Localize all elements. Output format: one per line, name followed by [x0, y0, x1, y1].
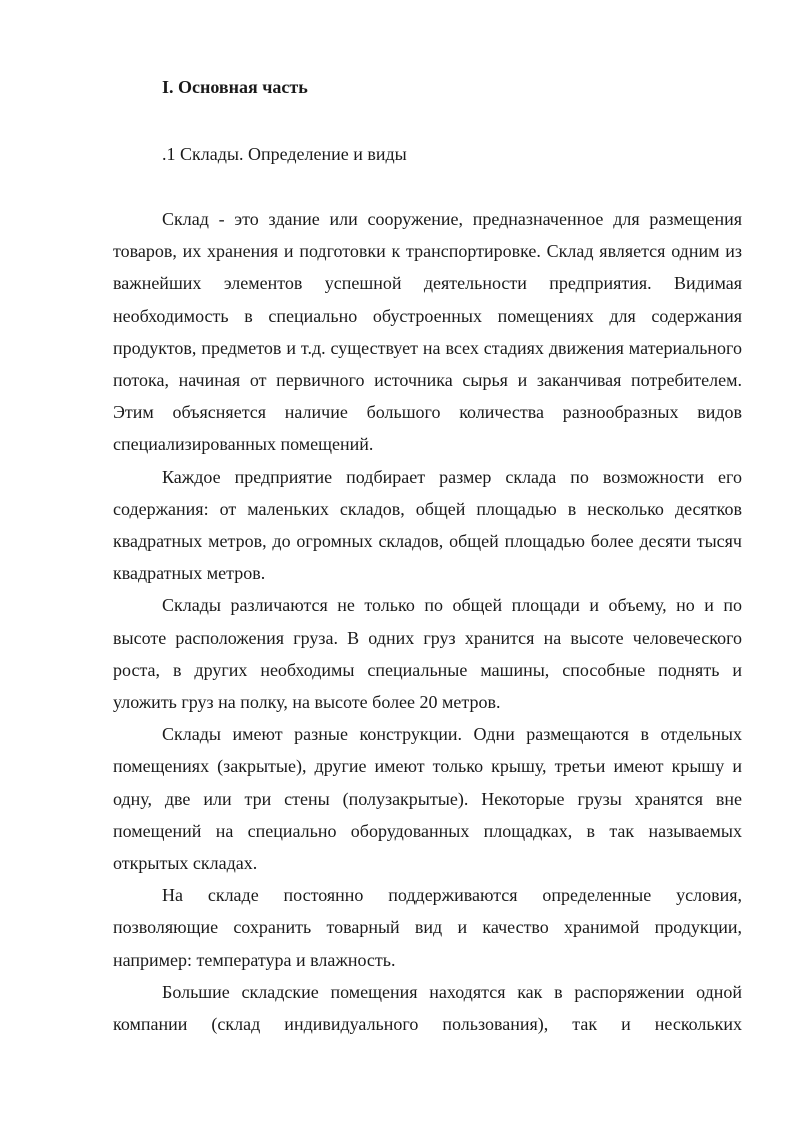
- paragraph: Склад - это здание или сооружение, предназначенное для размещения товаров, их хранения и подготовки к транспортировке. Склад является одним из важнейших элементов успешной деятельности предприятия. Видимая необходимость в специально обустроенных помещениях для содержания продуктов, предметов и т.д. существует на всех стадиях движения материального потока, начиная от первичного источника сырья и заканчивая потребителем. Этим объясняется наличие большого количества разнообразных видов специализированных помещений.: [113, 209, 742, 455]
- subsection-heading: .1 Склады. Определение и виды: [162, 144, 407, 164]
- paragraph: На складе постоянно поддерживаются определенные условия, позволяющие сохранить товарный вид и качество хранимой продукции, например: температура и влажность.: [113, 885, 742, 970]
- paragraph: Большие складские помещения находятся как в распоряжении одной компании (склад индивидуального пользования), так и нескольких: [113, 981, 742, 1035]
- section-heading: I. Основная часть: [162, 77, 308, 97]
- paragraph: Каждое предприятие подбирает размер склада по возможности его содержания: от маленьких складов, общей площадью в несколько десятков квадратных метров, до огромных складов, общей площадью более десяти тысяч квадратных метров.: [113, 466, 742, 584]
- paragraph: Склады различаются не только по общей площади и объему, но и по высоте расположения груза. В одних груз хранится на высоте человеческого роста, в других необходимы специальные машины, способные поднять и уложить груз на полку, на высоте более 20 метров.: [113, 595, 742, 713]
- document-body: [113, 203, 742, 1040]
- paragraph: Склады имеют разные конструкции. Одни размещаются в отдельных помещениях (закрытые), другие имеют только крышу, третьи имеют крышу и одну, две или три стены (полузакрытые). Некоторые грузы хранятся вне помещений на специально оборудованных площадках, в так называемых открытых складах.: [113, 724, 742, 874]
